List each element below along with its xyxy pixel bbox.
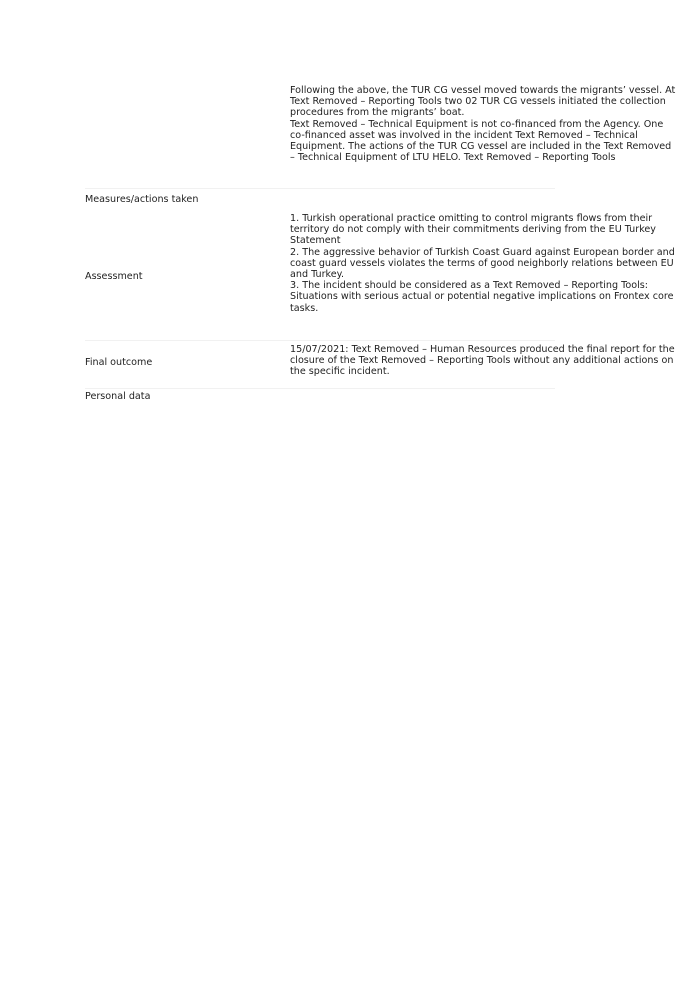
assessment-point-3: 3. The incident should be considered as a Text Removed – Reporting Tools: Situations with serious actual or potential negative implications on Frontex core tasks. [290, 280, 674, 314]
measures-label: Measures/actions taken [85, 194, 199, 205]
faint-rule [85, 340, 555, 341]
assessment-point-1: 1. Turkish operational practice omitting to control migrants flows from their territory do not comply with their commitments deriving from the EU Turkey Statement [290, 213, 656, 247]
narrative-text [290, 85, 678, 163]
final-outcome-label: Final outcome [85, 357, 153, 368]
assessment-point-2: 2. The aggressive behavior of Turkish Coast Guard against European border and coast guard vessels violates the terms of good neighborly relations between EU and Turkey. [290, 246, 675, 281]
final-outcome-text [290, 344, 678, 378]
personal-data-label: Personal data [85, 391, 151, 402]
narrative-paragraph-1: Following the above, the TUR CG vessel moved towards the migrants’ vessel. At Text Removed – Reporting Tools two 02 TUR CG vessels initiated the collection procedures from the migrants’ boat. [290, 85, 676, 119]
faint-rule [85, 388, 555, 389]
faint-rule [85, 188, 555, 189]
narrative-paragraph-2: Text Removed – Technical Equipment is not co-financed from the Agency. One co-financed asset was involved in the incident Text Removed – Technical Equipment. The actions of the TUR CG vessel are included in the Text Removed – Technical Equipment of LTU HELO. Text Removed – Reporting Tools [290, 118, 672, 164]
final-outcome-paragraph: 15/07/2021: Text Removed – Human Resources produced the final report for the closure of the Text Removed – Reporting Tools without any additional actions on the specific incident. [290, 344, 675, 378]
assessment-text [290, 213, 678, 314]
assessment-label: Assessment [85, 271, 143, 282]
